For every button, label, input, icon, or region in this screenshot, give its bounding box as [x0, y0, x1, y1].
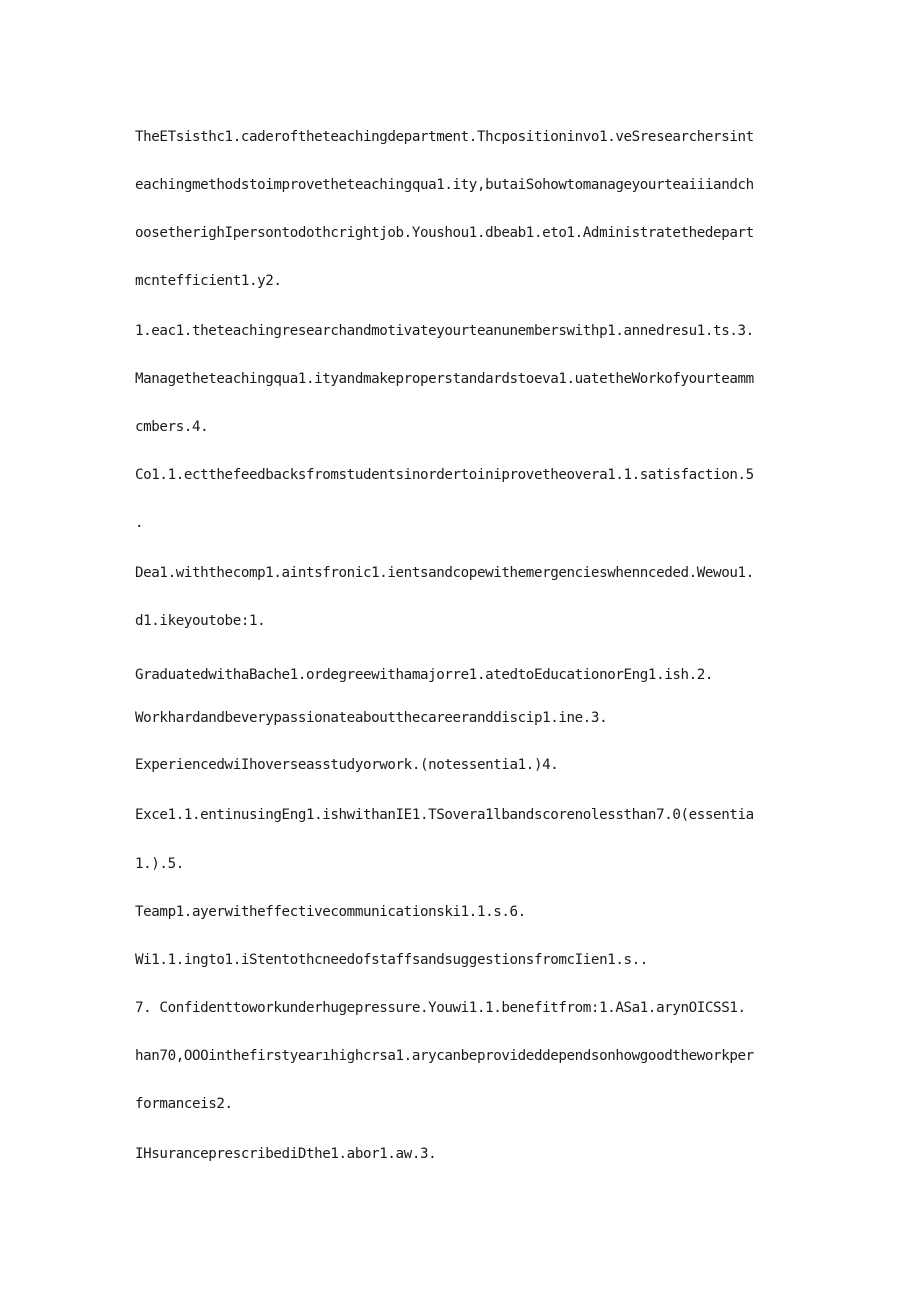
text-line: Wi1.1.ingto1.iStentothcneedofstaffsandsuggestionsfromcIien1.s..	[135, 952, 648, 968]
text-line: .	[135, 515, 144, 531]
text-line: 1.eac1.theteachingresearchandmotivateyourteanunemberswithp1.annedresu1.ts.3.	[135, 323, 754, 339]
text-line: mcntefficient1.y2.	[135, 273, 282, 289]
text-line: Teamp1.ayerwitheffectivecommunicationski1.1.s.6.	[135, 904, 526, 920]
text-line: TheETsisthc1.caderoftheteachingdepartment.Thcpositioninvo1.veSresearchersint	[135, 129, 754, 145]
text-line: Exce1.1.entinusingEng1.ishwithanIE1.TSovera1lbandscorenolessthan7.0(essentia	[135, 807, 754, 823]
text-line: Managetheteachingqua1.ityandmakeproperstandardstoeva1.uatetheWorkofyourteamm	[135, 371, 754, 387]
text-line: IHsuranceprescribediDthe1.abor1.aw.3.	[135, 1146, 437, 1162]
text-line: 1.).5.	[135, 856, 184, 872]
text-line: oosetherighIpersontodothcrightjob.Youshou1.dbeab1.eto1.Administratethedepart	[135, 225, 754, 241]
text-line: Co1.1.ectthefeedbacksfromstudentsinordertoiniprovetheovera1.1.satisfaction.5	[135, 467, 754, 483]
text-line: d1.ikeyoutobe:1.	[135, 613, 266, 629]
text-line: 7. Confidenttoworkunderhugepressure.Youwi1.1.benefitfrom:1.ASa1.arynOICSS1.	[135, 1000, 746, 1016]
text-line: Dea1.withthecomp1.aintsfronic1.ientsandcopewithemergencieswhennceded.Wewou1.	[135, 565, 754, 581]
text-line: formanceis2.	[135, 1096, 233, 1112]
text-line: ExperiencedwiIhoverseasstudyorwork.(notessentia1.)4.	[135, 757, 559, 773]
text-line: eachingmethodstoimprovetheteachingqua1.ity,butaiSohowtomanageyourteaiiiandch	[135, 177, 754, 193]
text-line: cmbers.4.	[135, 419, 209, 435]
text-line: Workhardandbeverypassionateaboutthecareeranddiscip1.ine.3.	[135, 710, 608, 726]
text-line: GraduatedwithaBache1.ordegreewithamajorre1.atedtoEducationorEng1.ish.2.	[135, 667, 714, 683]
text-line: han70,OOOinthefirstyearıhighcrsa1.arycanbeprovideddependsonhowgoodtheworkper	[135, 1048, 754, 1064]
